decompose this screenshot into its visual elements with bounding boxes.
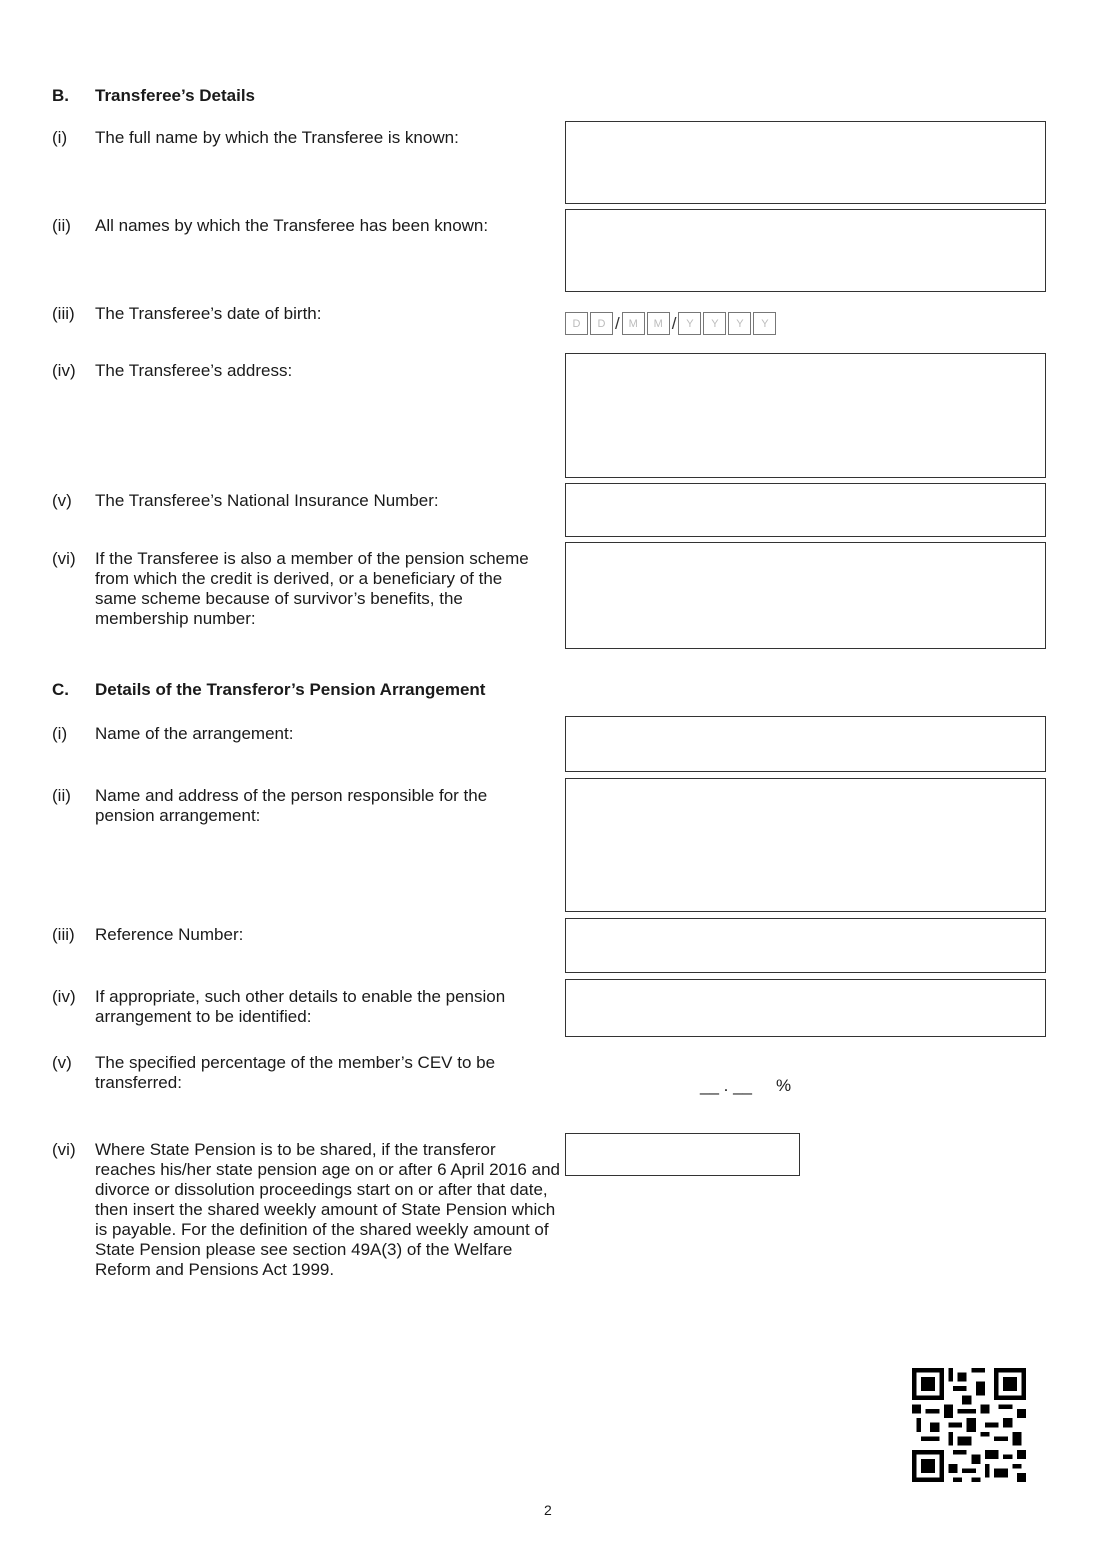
- item-label: The specified percentage of the member’s CEV to be transferred:: [95, 1053, 496, 1092]
- arrangement-name-field[interactable]: [565, 716, 1046, 772]
- item-number: (vi): [52, 1140, 76, 1159]
- item-number: (v): [52, 1053, 72, 1072]
- transferee-all-names-field[interactable]: [565, 209, 1046, 292]
- item-number: (i): [52, 128, 68, 147]
- item-label: The full name by which the Transferee is known:: [95, 128, 459, 147]
- item-label: The Transferee’s National Insurance Number:: [95, 491, 439, 510]
- item-number: (i): [52, 724, 68, 743]
- item-label: Where State Pension is to be shared, if the transferor reaches his/her state pension age on or after 6 April 2016 and divorce or dissolution proceedings start on or after that date, then insert the shared weekly amount of State Pension which is payable. For the definition of the shared weekly amount of State Pension please see section 49A(3) of the Welfare Reform and Pensions Act 1999.: [95, 1140, 560, 1279]
- section-c-title: Details of the Transferor’s Pension Arrangement: [95, 680, 486, 699]
- item-number: (ii): [52, 216, 71, 235]
- transferee-full-name-field[interactable]: [565, 121, 1046, 204]
- item-number: (ii): [52, 786, 71, 805]
- item-number: (iv): [52, 361, 76, 380]
- section-c-letter: C.: [52, 680, 69, 699]
- item-label: Name and address of the person responsible for the pension arrangement:: [95, 786, 488, 825]
- dob-day-1[interactable]: D: [565, 312, 588, 335]
- responsible-person-field[interactable]: [565, 778, 1046, 912]
- section-b-title: Transferee’s Details: [95, 86, 256, 105]
- membership-number-field[interactable]: [565, 542, 1046, 649]
- dob-separator: /: [671, 313, 677, 333]
- item-number: (v): [52, 491, 72, 510]
- dob-day-2[interactable]: D: [590, 312, 613, 335]
- dob-year-2[interactable]: Y: [703, 312, 726, 335]
- item-label: Name of the arrangement:: [95, 724, 294, 743]
- transferee-address-field[interactable]: [565, 353, 1046, 478]
- qr-code-icon: [912, 1368, 1026, 1482]
- shared-weekly-amount-field[interactable]: [565, 1133, 800, 1176]
- dob-year-3[interactable]: Y: [728, 312, 751, 335]
- item-number: (iii): [52, 925, 75, 944]
- item-label: If the Transferee is also a member of the pension scheme from which the credit is derived, or a beneficiary of the same scheme because of survivor’s benefits, the membership number:: [95, 549, 529, 628]
- dob-month-1[interactable]: M: [622, 312, 645, 335]
- item-label: If appropriate, such other details to enable the pension arrangement to be identified:: [95, 987, 506, 1026]
- other-details-field[interactable]: [565, 979, 1046, 1037]
- dob-year-4[interactable]: Y: [753, 312, 776, 335]
- item-number: (vi): [52, 549, 76, 568]
- page-number: 2: [544, 1502, 552, 1518]
- national-insurance-number-field[interactable]: [565, 483, 1046, 537]
- item-number: (iv): [52, 987, 76, 1006]
- dob-separator: /: [615, 313, 620, 333]
- percent-symbol: %: [776, 1076, 792, 1095]
- dob-month-2[interactable]: M: [647, 312, 670, 335]
- date-of-birth-field: [565, 311, 778, 336]
- item-label: The Transferee’s address:: [95, 361, 293, 380]
- reference-number-field[interactable]: [565, 918, 1046, 973]
- section-b-letter: B.: [52, 86, 69, 105]
- dob-year-1[interactable]: Y: [678, 312, 701, 335]
- percentage-blank[interactable]: __ . __: [700, 1076, 752, 1095]
- item-number: (iii): [52, 304, 75, 323]
- item-label: All names by which the Transferee has been known:: [95, 216, 489, 235]
- item-label: Reference Number:: [95, 925, 244, 944]
- item-label: The Transferee’s date of birth:: [95, 304, 322, 323]
